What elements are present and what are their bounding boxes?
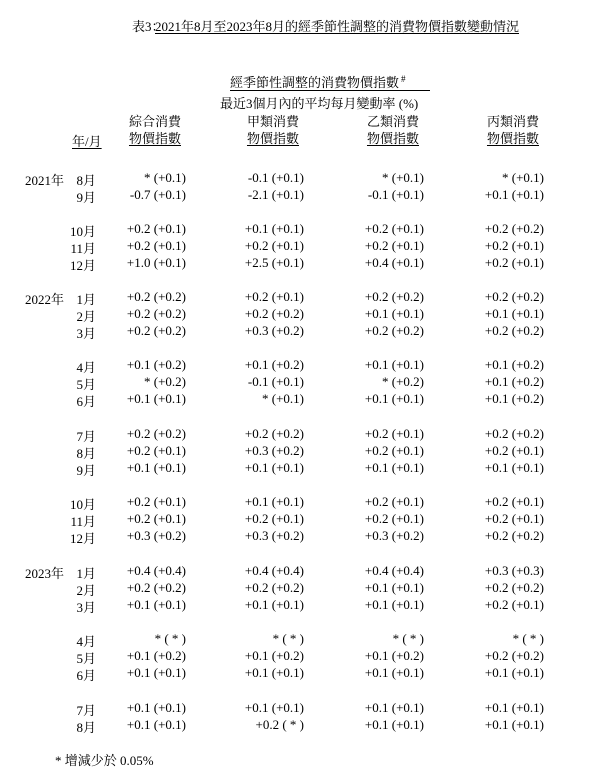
col-header-line1: 丙類消費: [486, 114, 539, 129]
header-main: [230, 72, 406, 91]
row-year: 2023年: [24, 566, 64, 581]
cell-b: +0.3 (+0.2): [364, 528, 424, 543]
cell-a: -2.1 (+0.1): [247, 187, 304, 202]
header-sub: 最近3個月內的平均每月變動率 (%): [220, 96, 419, 111]
row-month: 9月: [76, 190, 96, 205]
cell-b: -0.1 (+0.1): [367, 187, 424, 202]
row-month: 8月: [76, 720, 96, 735]
cell-b: +0.1 (+0.1): [364, 580, 424, 595]
cell-a: +0.3 (+0.2): [244, 443, 304, 458]
cell-composite: +0.2 (+0.2): [126, 426, 186, 441]
col-header-line1: 甲類消費: [246, 114, 299, 129]
cell-a: +0.2 (+0.1): [244, 511, 304, 526]
cell-c: +0.1 (+0.1): [484, 306, 544, 321]
row-month: 6月: [76, 668, 96, 683]
cell-b: +0.4 (+0.1): [364, 255, 424, 270]
cell-a: +0.1 (+0.1): [244, 597, 304, 612]
row-month: 7月: [76, 429, 96, 444]
header-main-text: 經季節性調整的消費物價指數: [230, 75, 400, 90]
row-month: 2月: [76, 309, 96, 324]
header-rule: [230, 90, 430, 91]
cell-b: +0.1 (+0.1): [364, 357, 424, 372]
cell-a: -0.1 (+0.1): [247, 170, 304, 185]
cell-composite: -0.7 (+0.1): [129, 187, 186, 202]
cell-c: +0.2 (+0.1): [484, 443, 544, 458]
cell-composite: +0.2 (+0.2): [126, 323, 186, 338]
col-header-line2: 物價指數: [366, 131, 419, 146]
row-year: 2021年: [24, 173, 64, 188]
cell-b: +0.1 (+0.1): [364, 717, 424, 732]
cell-c: +0.2 (+0.1): [484, 511, 544, 526]
cell-c: +0.2 (+0.1): [484, 597, 544, 612]
cell-composite: +1.0 (+0.1): [126, 255, 186, 270]
cell-c: +0.1 (+0.1): [484, 187, 544, 202]
cell-composite: +0.3 (+0.2): [126, 528, 186, 543]
cell-c: +0.1 (+0.2): [484, 374, 544, 389]
year-month-header: 年/月: [72, 134, 102, 149]
cell-a: +0.2 ( * ): [255, 717, 304, 732]
cell-a: * (+0.1): [262, 391, 304, 406]
cell-a: +2.5 (+0.1): [244, 255, 304, 270]
cell-a: +0.2 (+0.1): [244, 238, 304, 253]
cell-composite: +0.2 (+0.2): [126, 289, 186, 304]
cell-b: +0.2 (+0.1): [364, 238, 424, 253]
col-header-line2: 物價指數: [246, 131, 299, 146]
row-month: 10月: [69, 497, 96, 512]
cell-a: +0.1 (+0.1): [244, 221, 304, 236]
cell-c: +0.2 (+0.2): [484, 221, 544, 236]
col-header-composite: [100, 113, 210, 147]
cell-a: +0.2 (+0.2): [244, 580, 304, 595]
cell-c: +0.2 (+0.1): [484, 494, 544, 509]
row-month: 3月: [76, 600, 96, 615]
col-header-c: [458, 113, 568, 147]
cell-b: +0.4 (+0.4): [364, 563, 424, 578]
cell-composite: +0.1 (+0.1): [126, 717, 186, 732]
cell-composite: +0.1 (+0.1): [126, 665, 186, 680]
cell-composite: * (+0.2): [144, 374, 186, 389]
cell-composite: +0.2 (+0.1): [126, 511, 186, 526]
cell-a: +0.3 (+0.2): [244, 323, 304, 338]
col-header-b: [338, 113, 448, 147]
cell-b: +0.1 (+0.1): [364, 700, 424, 715]
cell-a: +0.1 (+0.1): [244, 460, 304, 475]
cell-a: +0.1 (+0.1): [244, 700, 304, 715]
cell-b: +0.2 (+0.1): [364, 426, 424, 441]
row-month: 2月: [76, 583, 96, 598]
cell-b: +0.1 (+0.1): [364, 391, 424, 406]
cell-b: * (+0.1): [382, 170, 424, 185]
header-hash-mark: #: [401, 73, 406, 84]
row-month: 1月: [76, 566, 96, 581]
row-month: 12月: [69, 531, 96, 546]
cell-a: +0.2 (+0.2): [244, 306, 304, 321]
row-month: 8月: [76, 173, 96, 188]
cell-b: +0.2 (+0.1): [364, 221, 424, 236]
row-month: 4月: [76, 360, 96, 375]
cell-c: * (+0.1): [502, 170, 544, 185]
cell-c: +0.2 (+0.2): [484, 580, 544, 595]
cell-b: +0.2 (+0.1): [364, 511, 424, 526]
cell-a: +0.2 (+0.1): [244, 289, 304, 304]
cell-c: +0.2 (+0.2): [484, 528, 544, 543]
cell-composite: +0.1 (+0.1): [126, 460, 186, 475]
cell-a: +0.1 (+0.1): [244, 494, 304, 509]
cell-composite: +0.2 (+0.1): [126, 494, 186, 509]
table-number: 表3：: [132, 19, 165, 34]
cell-composite: +0.4 (+0.4): [126, 563, 186, 578]
cell-a: * ( * ): [272, 631, 304, 646]
cell-composite: +0.2 (+0.1): [126, 443, 186, 458]
cell-c: +0.2 (+0.2): [484, 289, 544, 304]
col-header-line2: 物價指數: [486, 131, 539, 146]
cell-a: -0.1 (+0.1): [247, 374, 304, 389]
cell-a: +0.4 (+0.4): [244, 563, 304, 578]
cell-c: +0.1 (+0.1): [484, 460, 544, 475]
cell-a: +0.1 (+0.2): [244, 357, 304, 372]
col-header-line2: 物價指數: [128, 131, 181, 146]
cell-c: +0.2 (+0.2): [484, 426, 544, 441]
cell-b: +0.1 (+0.2): [364, 648, 424, 663]
cell-c: +0.1 (+0.2): [484, 357, 544, 372]
cell-composite: +0.1 (+0.1): [126, 597, 186, 612]
row-month: 12月: [69, 258, 96, 273]
row-month: 5月: [76, 651, 96, 666]
cell-c: +0.1 (+0.1): [484, 700, 544, 715]
row-month: 7月: [76, 703, 96, 718]
col-header-a: [218, 113, 328, 147]
row-month: 5月: [76, 377, 96, 392]
cell-b: +0.1 (+0.1): [364, 597, 424, 612]
row-year: 2022年: [24, 292, 64, 307]
row-month: 9月: [76, 463, 96, 478]
cell-a: +0.3 (+0.2): [244, 528, 304, 543]
cell-b: +0.2 (+0.1): [364, 494, 424, 509]
cell-c: +0.1 (+0.1): [484, 665, 544, 680]
row-month: 10月: [69, 224, 96, 239]
row-month: 11月: [70, 514, 96, 529]
cell-c: +0.2 (+0.2): [484, 648, 544, 663]
row-month: 6月: [76, 394, 96, 409]
row-month: 11月: [70, 241, 96, 256]
cell-c: +0.1 (+0.2): [484, 391, 544, 406]
row-month: 3月: [76, 326, 96, 341]
cell-composite: +0.2 (+0.1): [126, 221, 186, 236]
cell-c: * ( * ): [512, 631, 544, 646]
cell-a: +0.2 (+0.2): [244, 426, 304, 441]
cell-b: * (+0.2): [382, 374, 424, 389]
cell-b: +0.1 (+0.1): [364, 665, 424, 680]
cell-b: +0.2 (+0.2): [364, 323, 424, 338]
cell-composite: +0.1 (+0.1): [126, 700, 186, 715]
table-title: 2021年8月至2023年8月的經季節性調整的消費物價指數變動情況: [155, 19, 520, 34]
cell-c: +0.2 (+0.1): [484, 255, 544, 270]
cell-composite: +0.1 (+0.2): [126, 648, 186, 663]
cell-composite: +0.1 (+0.2): [126, 357, 186, 372]
cell-composite: +0.2 (+0.2): [126, 306, 186, 321]
row-month: 1月: [76, 292, 96, 307]
cell-c: +0.2 (+0.2): [484, 323, 544, 338]
col-header-line1: 綜合消費: [128, 114, 181, 129]
cell-composite: +0.2 (+0.2): [126, 580, 186, 595]
footnote: * 增減少於 0.05%: [55, 753, 154, 768]
cell-b: +0.2 (+0.1): [364, 443, 424, 458]
cell-c: +0.3 (+0.3): [484, 563, 544, 578]
row-month: 4月: [76, 634, 96, 649]
cell-c: +0.2 (+0.1): [484, 238, 544, 253]
cell-b: +0.1 (+0.1): [364, 460, 424, 475]
row-month: 8月: [76, 446, 96, 461]
cell-a: +0.1 (+0.2): [244, 648, 304, 663]
cell-composite: * (+0.1): [144, 170, 186, 185]
cell-c: +0.1 (+0.1): [484, 717, 544, 732]
cell-composite: * ( * ): [154, 631, 186, 646]
cell-b: * ( * ): [392, 631, 424, 646]
cell-b: +0.1 (+0.1): [364, 306, 424, 321]
cell-composite: +0.2 (+0.1): [126, 238, 186, 253]
cell-composite: +0.1 (+0.1): [126, 391, 186, 406]
col-header-line1: 乙類消費: [366, 114, 419, 129]
cell-b: +0.2 (+0.2): [364, 289, 424, 304]
cell-a: +0.1 (+0.1): [244, 665, 304, 680]
